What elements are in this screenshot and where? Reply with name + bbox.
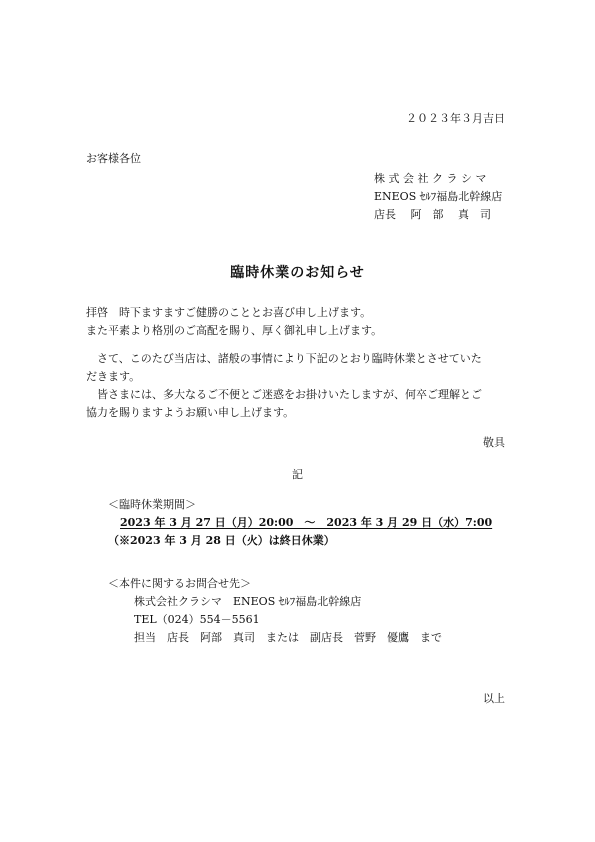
body-line: 皆さまには、多大なるご不便とご迷惑をお掛けいたしますが、何卒ご理解とご [86, 388, 482, 401]
ki-heading: 記 [292, 468, 303, 481]
recipient: お客様各位 [86, 152, 141, 165]
body-block [86, 350, 482, 422]
greeting-line: また平素より格別のご高配を賜り、厚く御礼申し上げます。 [86, 324, 383, 337]
sender-company: 株 式 会 社 ク ラ シ マ [374, 172, 487, 185]
greeting-block [86, 304, 382, 340]
contact-person: 担当 店長 阿部 真司 または 副店長 菅野 優鷹 まで [134, 631, 442, 644]
sender-store: ENEOS ｾﾙﾌ福島北幹線店 [374, 190, 503, 203]
greeting-line: 拝啓 時下ますますご健勝のこととお喜び申し上げます。 [86, 306, 372, 319]
body-line: だきます。 [86, 370, 141, 383]
period-range: 2023 年 3 月 27 日（月）20:00 ～ 2023 年 3 月 29 日（水）7:00 [120, 516, 493, 529]
document-title: 臨時休業のお知らせ [230, 265, 365, 281]
contact-company: 株式会社クラシマ ENEOS ｾﾙﾌ福島北幹線店 [134, 595, 362, 608]
closing: 敬具 [483, 436, 505, 449]
contact-heading: ＜本件に関するお問合せ先＞ [108, 577, 251, 590]
document-date: ２０２３年３月吉日 [406, 112, 505, 125]
sender-block [374, 170, 502, 224]
period-block [108, 496, 492, 550]
period-note: （※2023 年 3 月 28 日（火）は終日休業） [108, 534, 335, 547]
sender-manager: 店長 阿 部 真 司 [374, 208, 491, 221]
end-mark: 以上 [483, 692, 505, 705]
body-line: 協力を賜りますようお願い申し上げます。 [86, 406, 295, 419]
contact-tel: TEL（024）554－5561 [134, 613, 260, 626]
body-line: さて、このたび当店は、諸般の事情により下記のとおり臨時休業とさせていた [86, 352, 482, 365]
period-heading: ＜臨時休業期間＞ [108, 498, 196, 511]
contact-block [108, 575, 442, 647]
